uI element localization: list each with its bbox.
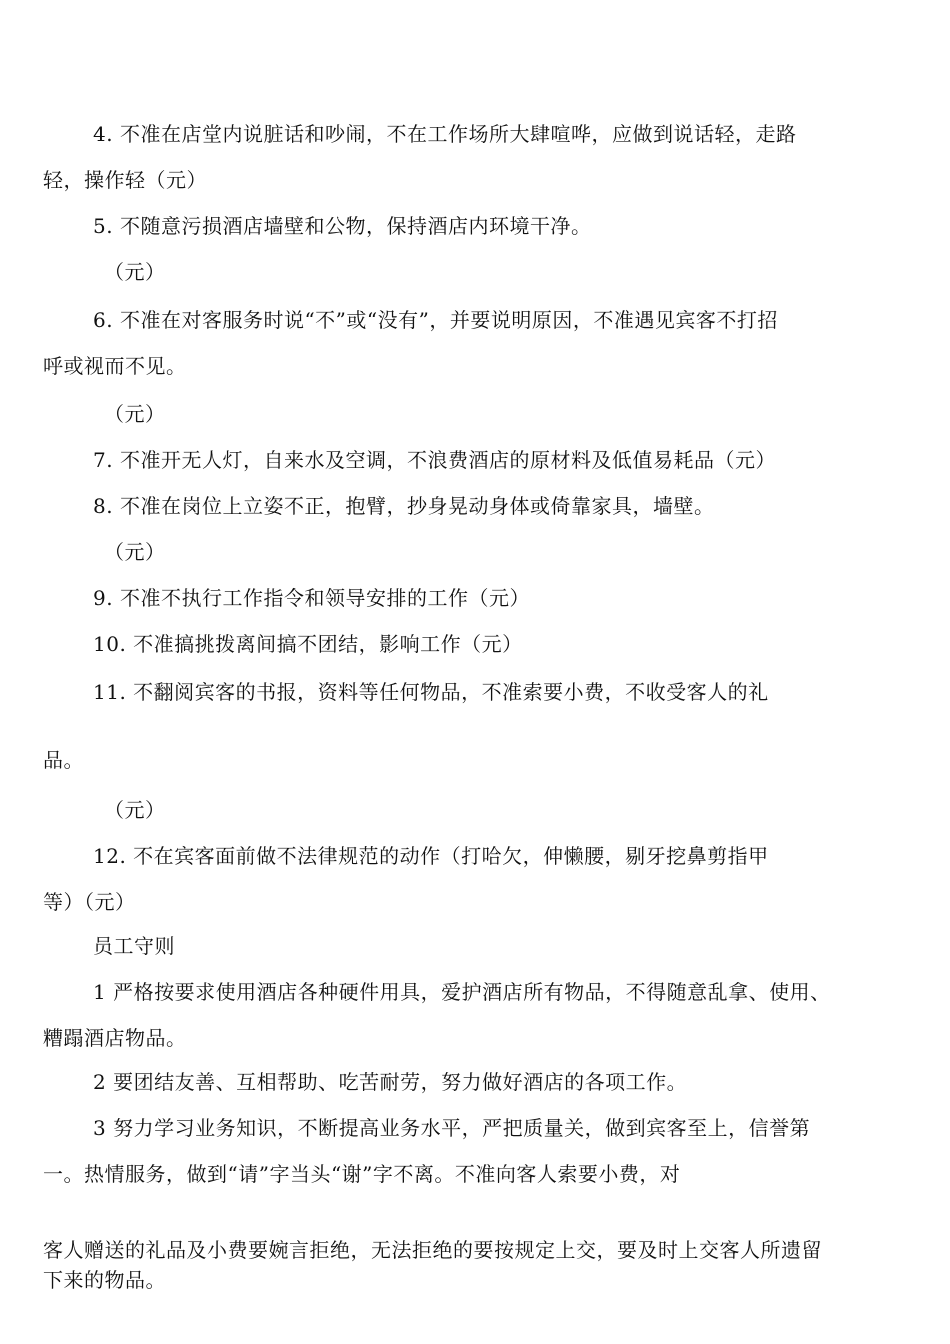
text-line: 12. 不在宾客面前做不法律规范的动作（打哈欠，伸懒腰，剔牙挖鼻剪指甲 — [93, 844, 769, 868]
section-heading: 员工守则 — [93, 934, 175, 958]
text-line: 品。 — [43, 748, 84, 772]
text-line: 下来的物品。 — [43, 1268, 166, 1292]
text-line: （元） — [104, 402, 166, 426]
text-line: 呼或视而不见。 — [43, 354, 187, 378]
text-line: 客人赠送的礼品及小费要婉言拒绝，无法拒绝的要按规定上交，要及时上交客人所遗留 — [43, 1238, 822, 1262]
text-line: （元） — [104, 260, 166, 284]
text-line: 9. 不准不执行工作指令和领导安排的工作（元） — [93, 586, 530, 610]
text-line: 一。热情服务，做到“请”字当头“谢”字不离。不准向客人索要小费，对 — [43, 1162, 681, 1186]
text-line: （元） — [104, 540, 166, 564]
text-line: 1 严格按要求使用酒店各种硬件用具，爱护酒店所有物品，不得随意乱拿、使用、 — [93, 980, 831, 1004]
text-line: 等）（元） — [43, 890, 136, 914]
text-line: 2 要团结友善、互相帮助、吃苦耐劳，努力做好酒店的各项工作。 — [93, 1070, 688, 1094]
text-line: 轻，操作轻（元） — [43, 168, 207, 192]
text-line: 11. 不翻阅宾客的书报，资料等任何物品，不准索要小费，不收受客人的礼 — [93, 680, 769, 704]
text-line: 10. 不准搞挑拨离间搞不团结，影响工作（元） — [93, 632, 523, 656]
text-line: 糟蹋酒店物品。 — [43, 1026, 187, 1050]
text-line: 5. 不随意污损酒店墙壁和公物，保持酒店内环境干净。 — [93, 214, 592, 238]
text-line: 6. 不准在对客服务时说“不”或“没有”，并要说明原因，不准遇见宾客不打招 — [93, 308, 778, 332]
text-line: 8. 不准在岗位上立姿不正，抱臂，抄身晃动身体或倚靠家具，墙壁。 — [93, 494, 715, 518]
text-line: 4. 不准在店堂内说脏话和吵闹，不在工作场所大肆喧哗，应做到说话轻，走路 — [93, 122, 797, 146]
text-line: （元） — [104, 798, 166, 822]
text-line: 3 努力学习业务知识，不断提高业务水平，严把质量关，做到宾客至上，信誉第 — [93, 1116, 811, 1140]
text-line: 7. 不准开无人灯，自来水及空调，不浪费酒店的原材料及低值易耗品（元） — [93, 448, 776, 472]
